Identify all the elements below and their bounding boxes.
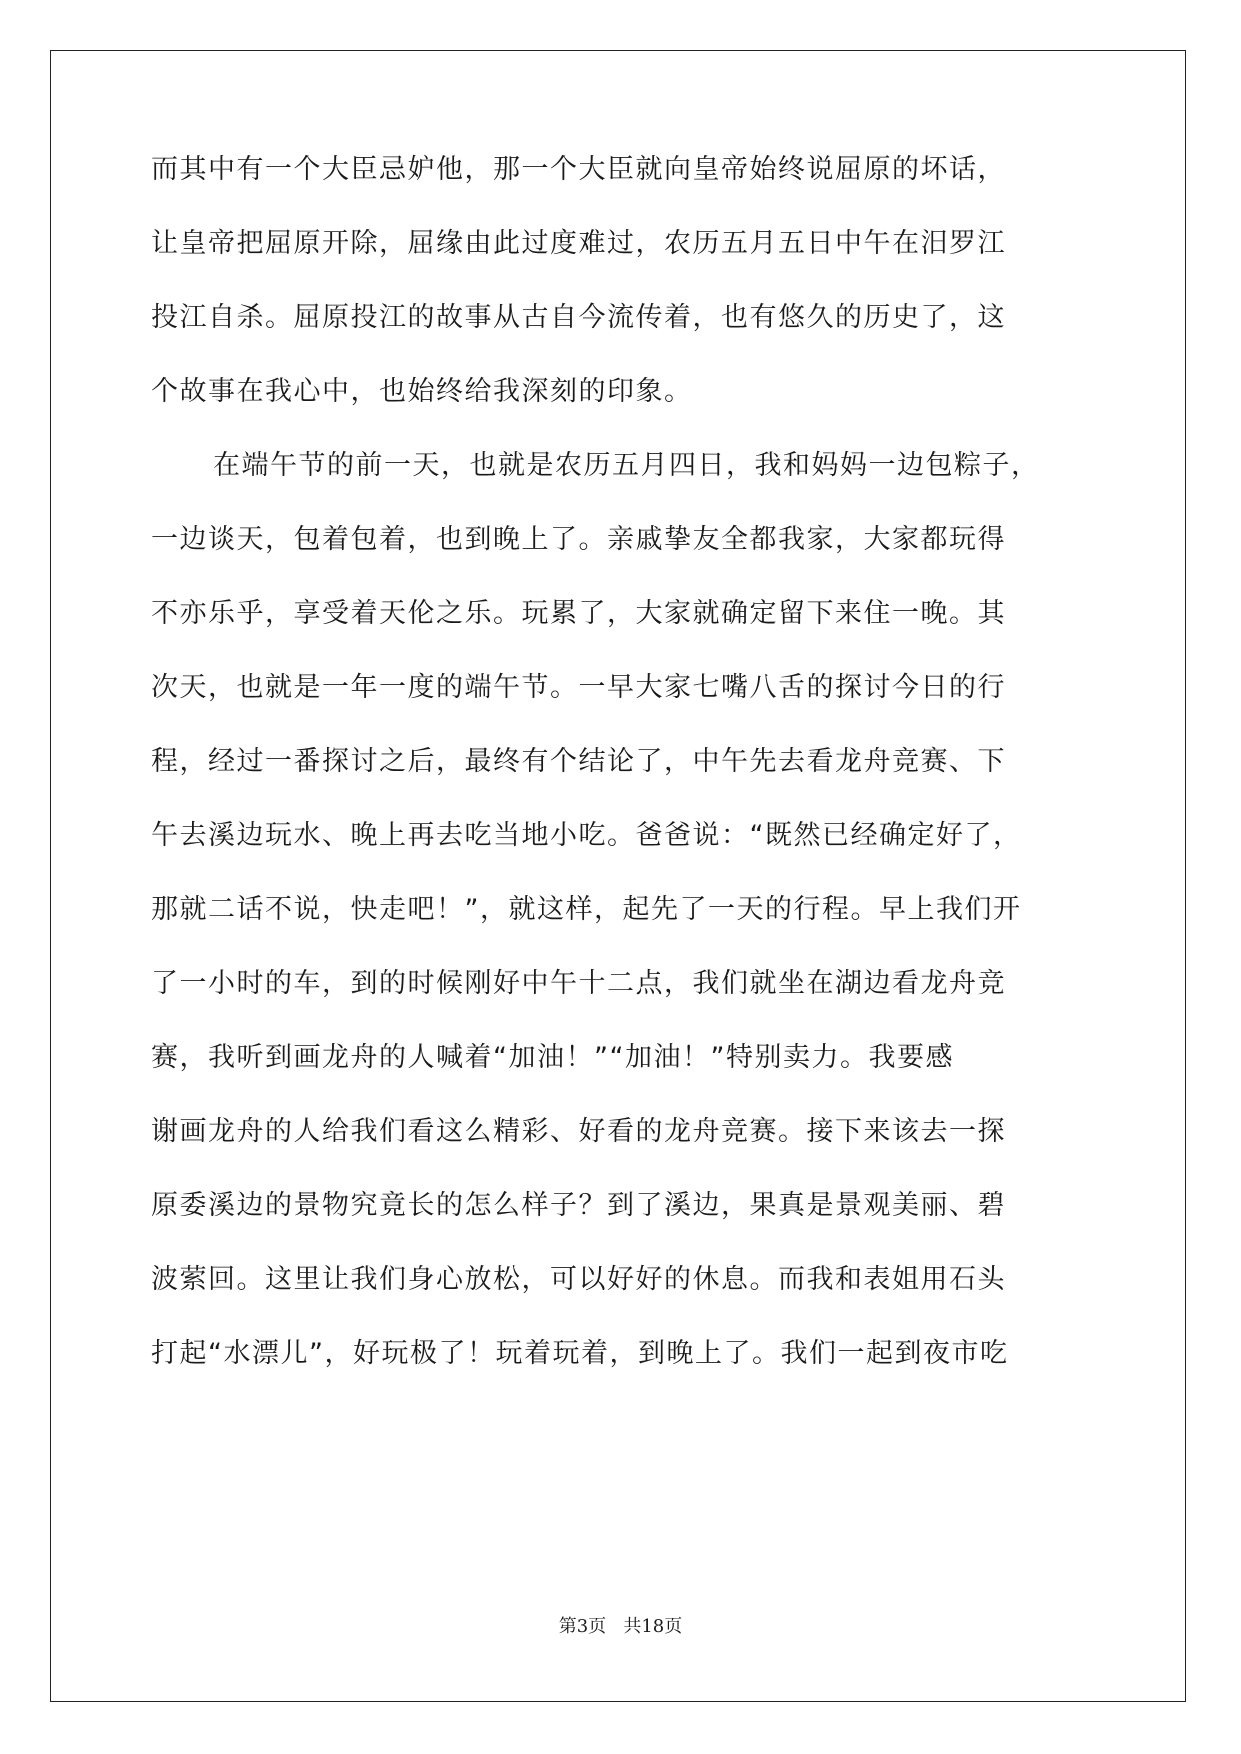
text-line: 打起“水漂儿”，好玩极了！玩着玩着，到晚上了。我们一起到夜市吃 (151, 1338, 1009, 1369)
text-line: 谢画龙舟的人给我们看这么精彩、好看的龙舟竞赛。接下来该去一探 (151, 1116, 1006, 1147)
text-line: 一边谈天，包着包着，也到晚上了。亲戚挚友全都我家，大家都玩得 (151, 524, 1006, 555)
text-line: 次天，也就是一年一度的端午节。一早大家七嘴八舌的探讨今日的行 (151, 672, 1006, 703)
text-line: 波萦回。这里让我们身心放松，可以好好的休息。而我和表姐用石头 (151, 1264, 1006, 1295)
text-line: 程，经过一番探讨之后，最终有个结论了，中午先去看龙舟竞赛、下 (151, 746, 1006, 777)
page-number-footer: 第3页 共18页 (558, 1616, 683, 1637)
text-line: 原委溪边的景物究竟长的怎么样子？到了溪边，果真是景观美丽、碧 (151, 1190, 1006, 1221)
paragraph-first-line: 在端午节的前一天，也就是农历五月四日，我和妈妈一边包粽子， (213, 450, 1040, 481)
text-line: 个故事在我心中，也始终给我深刻的印象。 (151, 376, 693, 407)
text-line: 那就二话不说，快走吧！”，就这样，起先了一天的行程。早上我们开 (151, 894, 1022, 925)
text-line: 让皇帝把屈原开除，屈缘由此过度难过，农历五月五日中午在汨罗江 (151, 228, 1006, 259)
text-line: 了一小时的车，到的时候刚好中午十二点，我们就坐在湖边看龙舟竞 (151, 968, 1006, 999)
text-line: 午去溪边玩水、晚上再去吃当地小吃。爸爸说：“既然已经确定好了， (151, 820, 1022, 851)
text-line: 不亦乐乎，享受着天伦之乐。玩累了，大家就确定留下来住一晚。其 (151, 598, 1006, 629)
text-line: 投江自杀。屈原投江的故事从古自今流传着，也有悠久的历史了，这 (151, 302, 1006, 333)
text-line: 赛，我听到画龙舟的人喊着“加油！”“加油！”特别卖力。我要感 (151, 1042, 954, 1073)
text-line: 而其中有一个大臣忌妒他，那一个大臣就向皇帝始终说屈原的坏话， (151, 154, 1006, 185)
